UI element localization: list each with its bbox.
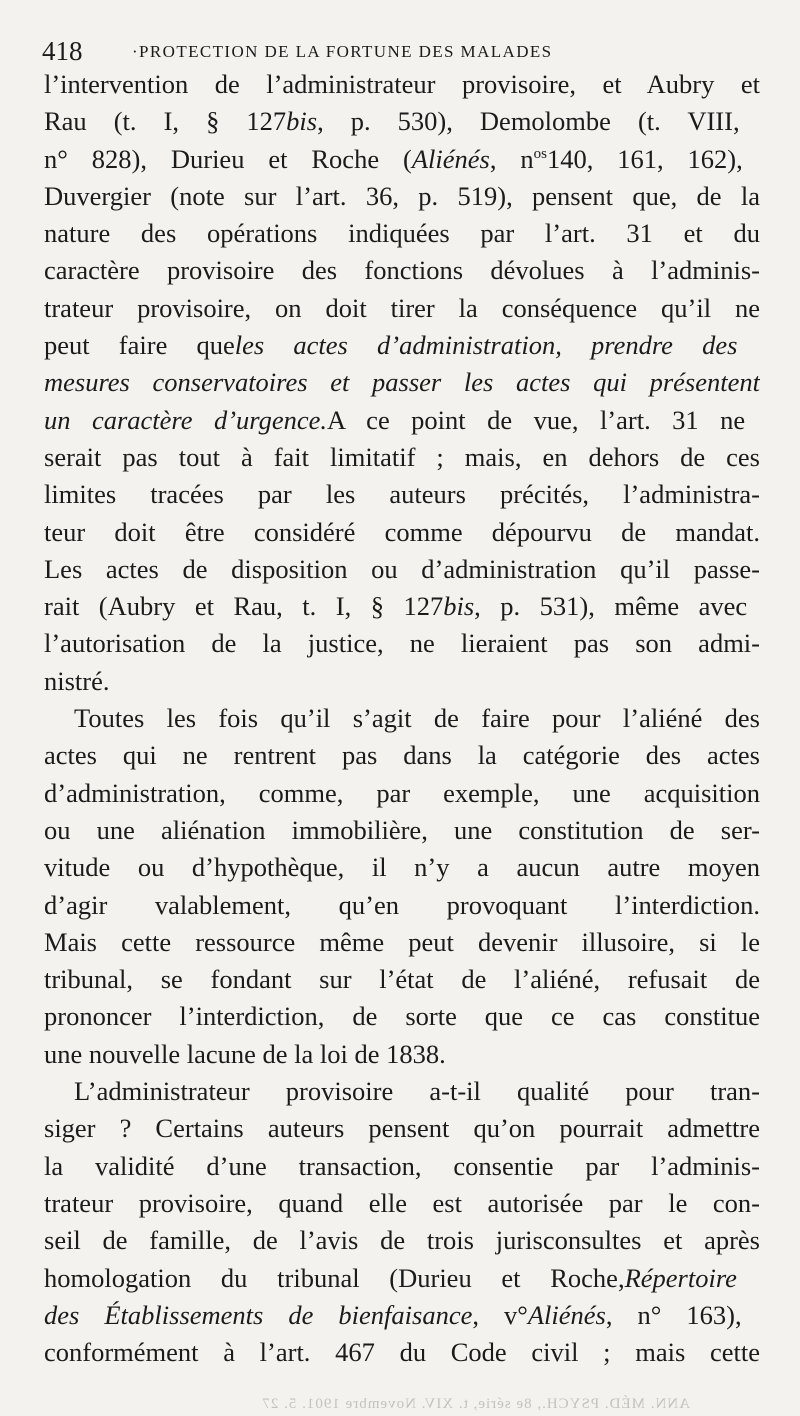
- text-line: l’autorisation de la justice, ne lieraient pas son admi-: [44, 628, 760, 659]
- text-line: la validité d’une transaction, consentie par l’adminis-: [44, 1150, 760, 1181]
- bleed-through-footer: ANN. MÉD. PSYCH., 8e série, t. XIV. Novembre 1901. 5. 27: [261, 1396, 690, 1412]
- text-line: trateur provisoire, on doit tirer la conséquence qu’il ne: [44, 292, 760, 323]
- text-line: ou une aliénation immobilière, une constitution de ser-: [44, 814, 760, 845]
- body-text: [44, 66, 760, 1386]
- text-line: L’administrateur provisoire a-t-il qualité pour tran-: [74, 1076, 760, 1107]
- page-number: 418: [42, 36, 83, 66]
- page-header: [42, 34, 762, 68]
- text-line: homologation du tribunal (Durieu et Roche,Répertoire: [44, 1262, 737, 1293]
- text-line: actes qui ne rentrent pas dans la catégorie des actes: [44, 740, 760, 771]
- text-line: seil de famille, de l’avis de trois jurisconsultes et après: [44, 1225, 760, 1256]
- text-line: Toutes les fois qu’il s’agit de faire pour l’aliéné des: [74, 703, 760, 734]
- text-line: un caractère d’urgence.A ce point de vue, l’art. 31 ne: [44, 404, 746, 435]
- text-line: Les actes de disposition ou d’administration qu’il passe-: [44, 553, 760, 584]
- text-line: tribunal, se fondant sur l’état de l’aliéné, refusait de: [44, 964, 760, 995]
- text-line: peut faire queles actes d’administration, prendre des: [44, 330, 738, 361]
- text-line: une nouvelle lacune de la loi de 1838.: [44, 1038, 446, 1069]
- text-line: teur doit être considéré comme dépourvu de mandat.: [44, 516, 760, 547]
- text-line: nistré.: [44, 665, 110, 696]
- text-line: limites tracées par les auteurs précités, l’administra-: [44, 479, 760, 510]
- text-line: l’intervention de l’administrateur provisoire, et Aubry et: [44, 69, 760, 99]
- text-line: caractère provisoire des fonctions dévolues à l’adminis-: [44, 255, 760, 286]
- text-line: serait pas tout à fait limitatif ; mais, en dehors de ces: [44, 441, 760, 472]
- text-line: nature des opérations indiquées par l’art. 31 et du: [44, 218, 760, 249]
- text-line: d’administration, comme, par exemple, une acquisition: [44, 777, 760, 808]
- running-head: ·PROTECTION DE LA FORTUNE DES MALADES: [132, 42, 553, 61]
- text-line: n° 828), Durieu et Roche (Aliénés, nos140, 161, 162),: [44, 143, 743, 174]
- text-line: rait (Aubry et Rau, t. I, § 127bis, p. 531), même avec: [44, 591, 748, 622]
- text-line: conformément à l’art. 467 du Code civil ; mais cette: [44, 1337, 760, 1368]
- text-line: prononcer l’interdiction, de sorte que ce cas constitue: [44, 1001, 760, 1032]
- text-line: vitude ou d’hypothèque, il n’y a aucun autre moyen: [44, 852, 760, 883]
- text-line: d’agir valablement, qu’en provoquant l’interdiction.: [44, 889, 760, 920]
- text-line: Duvergier (note sur l’art. 36, p. 519), pensent que, de la: [44, 180, 760, 211]
- text-line: des Établissements de bienfaisance, v°Aliénés, n° 163),: [44, 1299, 742, 1330]
- text-line: siger ? Certains auteurs pensent qu’on pourrait admettre: [44, 1113, 760, 1144]
- text-line: trateur provisoire, quand elle est autorisée par le con-: [44, 1187, 760, 1218]
- text-line: Mais cette ressource même peut devenir illusoire, si le: [44, 926, 760, 957]
- text-line: mesures conservatoires et passer les actes qui présentent: [44, 367, 760, 398]
- text-line: Rau (t. I, § 127bis, p. 530), Demolombe (t. VIII,: [44, 106, 740, 137]
